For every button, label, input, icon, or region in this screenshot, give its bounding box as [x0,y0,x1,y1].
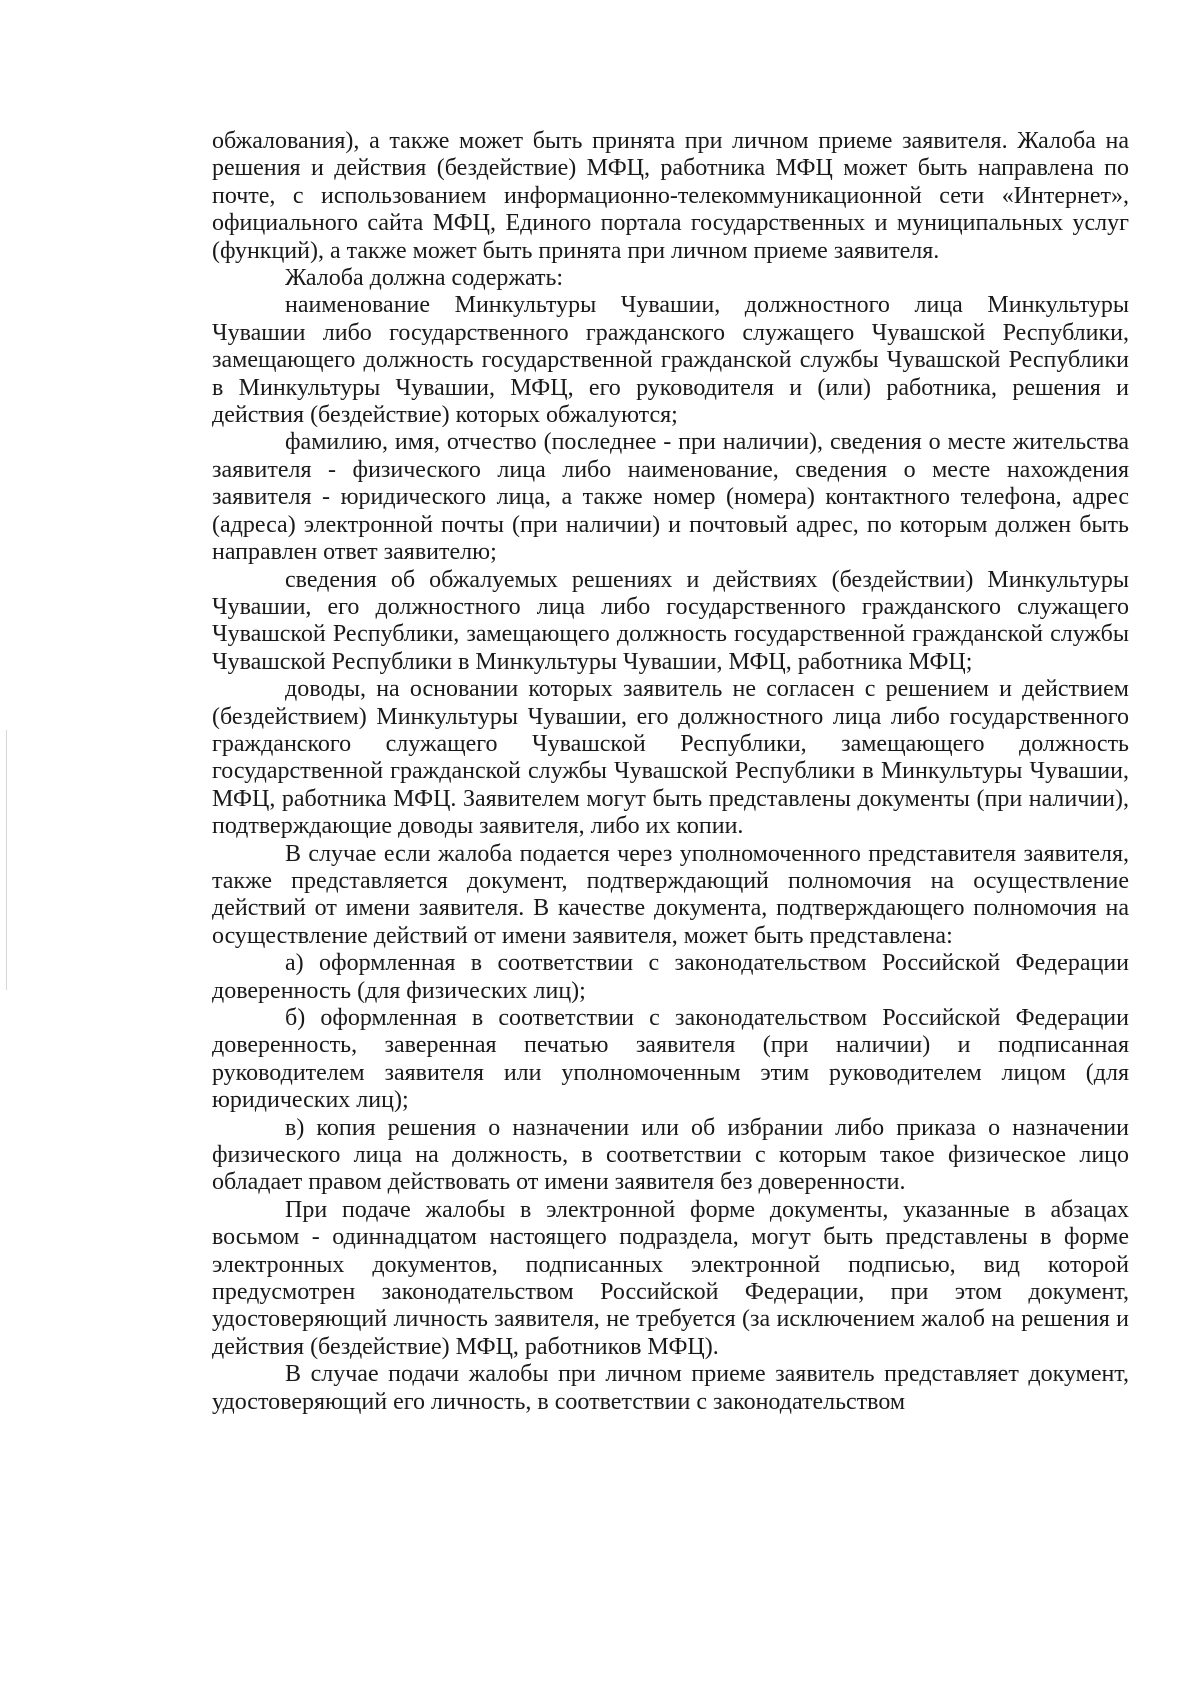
paragraph-arguments: доводы, на основании которых заявитель не согласен с решением и действием (бездействием) Минкультуры Чувашии, его должностного лица либо государственного гражданского служащего Чувашской Республики, замещающего должность государственной гражданской службы Чувашской Республики в Минкультуры Чувашии, МФЦ, работника МФЦ. Заявителем могут быть представлены документы (при наличии), подтверждающие доводы заявителя, либо их копии. [212,676,1129,840]
paragraph-representative: В случае если жалоба подается через уполномоченного представителя заявителя, также представляется документ, подтверждающий полномочия на осуществление действий от имени заявителя. В качестве документа, подтверждающего полномочия на осуществление действий от имени заявителя, может быть представлена: [212,840,1129,949]
paragraph-electronic-submission: При подаче жалобы в электронной форме документы, указанные в абзацах восьмом - одиннадцатом настоящего подраздела, могут быть представлены в форме электронных документов, подписанных электронной подписью, вид которой предусмотрен законодательством Российской Федерации, при этом документ, удостоверяющий личность заявителя, не требуется (за исключением жалоб на решения и действия (бездействие) МФЦ, работников МФЦ). [212,1196,1129,1360]
paragraph-appealed-decisions: сведения об обжалуемых решениях и действиях (бездействии) Минкультуры Чувашии, его должностного лица либо государственного гражданского служащего Чувашской Республики, замещающего должность государственной гражданской службы Чувашской Республики в Минкультуры Чувашии, МФЦ, работника МФЦ; [212,566,1129,675]
document-body [212,128,1129,1416]
scan-edge-mark [6,730,7,990]
list-item-a-power-of-attorney: а) оформленная в соответствии с законодательством Российской Федерации доверенность (для физических лиц); [212,950,1129,1004]
list-item-b-legal-entity-attorney: б) оформленная в соответствии с законодательством Российской Федерации доверенность, заверенная печатью заявителя (при наличии) и подписанная руководителем заявителя или уполномоченным этим руководителем лицом (для юридических лиц); [212,1005,1129,1114]
paragraph-applicant-details: фамилию, имя, отчество (последнее - при наличии), сведения о месте жительства заявителя - физического лица либо наименование, сведения о месте нахождения заявителя - юридического лица, а также номер (номера) контактного телефона, адрес (адреса) электронной почты (при наличии) и почтовый адрес, по которым должен быть направлен ответ заявителю; [212,429,1129,566]
paragraph-appeal-channels: обжалования), а также может быть принята при личном приеме заявителя. Жалоба на решения и действия (бездействие) МФЦ, работника МФЦ может быть направлена по почте, с использованием информационно-телекоммуникационной сети «Интернет», официального сайта МФЦ, Единого портала государственных и муниципальных услуг (функций), а также может быть принята при личном приеме заявителя. [212,128,1129,264]
paragraph-complaint-contents-heading: Жалоба должна содержать: [285,265,564,292]
paragraph-authority-name: наименование Минкультуры Чувашии, должностного лица Минкультуры Чувашии либо государственного гражданского служащего Чувашской Республики, замещающего должность государственной гражданской службы Чувашской Республики в Минкультуры Чувашии, МФЦ, его руководителя и (или) работника, решения и действия (бездействие) которых обжалуются; [212,292,1129,429]
paragraph-personal-reception: В случае подачи жалобы при личном приеме заявитель представляет документ, удостоверяющий его личность, в соответствии с законодательством [212,1361,1129,1415]
list-item-c-appointment-copy: в) копия решения о назначении или об избрании либо приказа о назначении физического лица на должность, в соответствии с которым такое физическое лицо обладает правом действовать от имени заявителя без доверенности. [212,1114,1129,1196]
